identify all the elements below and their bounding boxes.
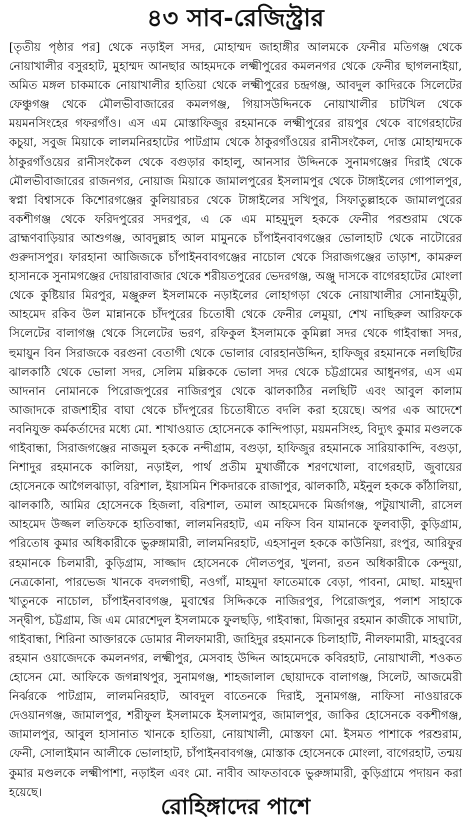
continued-from-label: [তৃতীয় পৃষ্ঠার পর] [9,40,101,54]
article-body [9,38,462,799]
article-body-text: থেকে নড়াইল সদর, মোহাম্মদ জাহাঙ্গীর আলমকে ফেনীর মতিগঞ্জ থেকে নোয়াখালীর বসুরহাট, মুহাম্মদ আনছার আহমদকে লক্ষ্মীপুরের কমলনগর থেকে ফেনীর ছাগলনাইয়া, অমিত মঙ্গল চাকমাকে নোয়াখালীর হাতিয়া থেকে লক্ষ্মীপুরের চন্দ্রগঞ্জ, আবদুল কাদিরকে সিলেটের ফেঞ্চুগঞ্জ থেকে মৌলভীবাজারের কমলগঞ্জ, গিয়াসউদ্দিনকে নোয়াখালীর চাটখিল থেকে ময়মনসিংহের গফরগাঁও। এস এম মোস্তাফিজুর রহমানকে লক্ষ্মীপুরের রায়পুর থেকে বাগেরহাটের কচুয়া, সবুজ মিয়াকে লালমনিরহাটের পাটগ্রাম থেকে ঠাকুরগাঁওয়ের রানীসংকৈল, দোস্ত মোহাম্মদকে ঠাকুরগাঁওয়ের রানীসংকৈল থেকে বগুড়ার কাহালু, আনসার উদ্দিনকে সুনামগঞ্জের দিরাই থেকে মৌলভীবাজারের রাজনগর, নোয়াজ মিয়াকে জামালপুরের ইসলামপুর থেকে টাঙ্গাইলের গোপালপুর, স্বপ্না বিশ্বাসকে কিশোরগঞ্জের কুলিয়ারচর থেকে টাঙ্গাইলের সখিপুর, সিফাতুল্লাহকে জামালপুরের বকশীগঞ্জ থেকে ফরিদপুরের সদরপুর, এ কে এম মাহমুদুল হককে ফেনীর পরশুরাম থেকে ব্রাহ্মণবাড়িয়ার আশুগঞ্জ, আবদুল্লাহ আল মামুনকে চাঁপাইনবাবগঞ্জের ভোলাহাট থেকে নাটোরের গুরুদাসপুর। ফারহানা আজিজকে চাঁপাইনবাবগঞ্জের নাচোল থেকে সিরাজগঞ্জের তাড়াশ, কামরুল হাসানকে সুনামগঞ্জের দোয়ারাবাজার থেকে শরীয়তপুরের ভেদরগঞ্জ, অঞ্জু দাসকে বাগেরহাটের মোংলা থেকে কুষ্টিয়ার মিরপুর, মঞ্জুরুল ইসলামকে নড়াইলের লোহাগড়া থেকে নোয়াখালীর সোনাইমুড়ী, আহমেদ রকিব উল মান্নানকে চাঁদপুরের চিতোষী থেকে ফেনীর লেমুয়া, শেখ নাছিরুল আরিফকে সিলেটের বালাগঞ্জ থেকে সিলেটের ভরণ, রফিকুল ইসলামকে কুমিল্লা সদর থেকে গাইবান্ধা সদর, হুমায়ুন বিন সিরাজকে বরগুনা বেতাগী থেকে ভোলার বোরহানউদ্দিন, হাফিজুর রহমানকে নলছিটির ঝালকাঠি থেকে ভোলা সদর, সেলিম মল্লিককে ভোলা সদর থেকে চট্টগ্রামের আধুনগর, এস এম আদনান নোমানকে পিরোজপুরের নাজিরপুর থেকে ঝালকাঠির নলছিটি এবং আবুল কালাম আজাদকে রাজশাহীর বাঘা থেকে চাঁদপুরের চিতোষীতে বদলি করা হয়েছে। অপর এক আদেশে নবনিযুক্ত কর্মকর্তাদের মধ্যে মো. শাখাওয়াত হোসেনকে কান্দিপাড়া, ময়মনসিংহ, বিদ্যুৎ কুমার মণ্ডলকে গাইবান্ধা, সিরাজগঞ্জের নাজমুল হককে নন্দীগ্রাম, বগুড়া, হাফিজুর রহমানকে সারিয়াকান্দি, বগুড়া, নিশাদুর রহমানকে কালিয়া, নড়াইল, পার্থ প্রতীম মুখার্জীকে শরণখোলা, বাগেরহাট, জুবায়ের হোসেনকে আগৈলঝাড়া, বরিশাল, ইয়াসমিন শিকদারকে রাজাপুর, ঝালকাঠি, মইনুল হককে কাঁঠালিয়া, ঝালকাঠি, আমির হোসেনকে হিজলা, বরিশাল, তমাল আহমেদকে মির্জাগঞ্জ, পটুয়াখালী, রাসেল আহমেদ উজ্জল লতিফকে হাতিবান্ধা, লালমনিরহাট, এম নফিস বিন যামানকে ফুলবাড়ী, কুড়িগ্রাম, পরিতোষ কুমার অধিকারীকে ভুরুঙ্গামারী, লালমনিরহাট, এহসানুল হককে কাউনিয়া, রংপুর, আরিফুর রহমানকে চিলমারী, কুড়িগ্রাম, সাজ্জাদ হোসেনকে দৌলতপুর, খুলনা, রতন অধিকারীকে কেন্দুয়া, নেত্রকোনা, পারভেজ খানকে বদলগাছী, নওগাঁ, মাহমুদা ফাতেমাকে বেড়া, পাবনা, মোছা. মাহমুদা খাতুনকে নাচোল, চাঁপাইনবাবগঞ্জ, মুবাশ্বের সিদ্দিককে নাজিরপুর, পিরোজপুর, পলাশ সাহাকে সন্দ্বীপ, চট্টগ্রাম, জি এম মোরশেদুল ইসলামকে ফুলছড়ি, গাইবান্ধা, মিজানুর রহমান কাজীকে সাঘাটা, গাইবান্ধা, শিরিনা আক্তারকে ডোমার নীলফামারী, জাহিদুর রহমানকে চিলাহাটি, নীলফামারী, মাহবুবের রহমান ওয়াজেদকে কমলনগর, লক্ষ্মীপুর, মেসবাহ উদ্দিন আহমেদকে কবিরহাট, নোয়াখালী, শওকত হোসেন মো. আফিকে জগন্নাথপুর, সুনামগঞ্জ, শাহজালাল ছোয়াদকে বালাগঞ্জ, সিলেট, আজমেরী নির্ঝরকে পাটগ্রাম, লালমনিরহাট, আবদুল বাতেনকে দিরাই, সুনামগঞ্জ, নাফিসা নাওয়ারকে দেওয়ানগঞ্জ, জামালপুর, শরীফুল ইসলামকে ইসলামপুর, জামালপুর, জাকির হোসেনকে বকশীগঞ্জ, জামালপুর, আবুল হাসানাত খানকে হাতিয়া, নোয়াখালী, মোস্তফা মো. ইসমত পাশাকে পরশুরাম, ফেনী, সোলাইমান আলীকে ভোলাহাট, চাঁপাইনবাবগঞ্জ, মোস্তাক হোসেনকে মোংলা, বাগেরহাট, তন্ময় কুমার মণ্ডলকে লক্ষ্মীপাশা, নড়াইল এবং মো. নাবীব আফতাবকে ভুরুঙ্গামারী, কুড়িগ্রামে পদায়ন করা হয়েছে। [9,40,462,799]
article-headline: ৪৩ সাব-রেজিস্ট্রার [146,3,325,32]
next-article-headline: রোহিঙ্গাদের পাশে [160,794,311,820]
